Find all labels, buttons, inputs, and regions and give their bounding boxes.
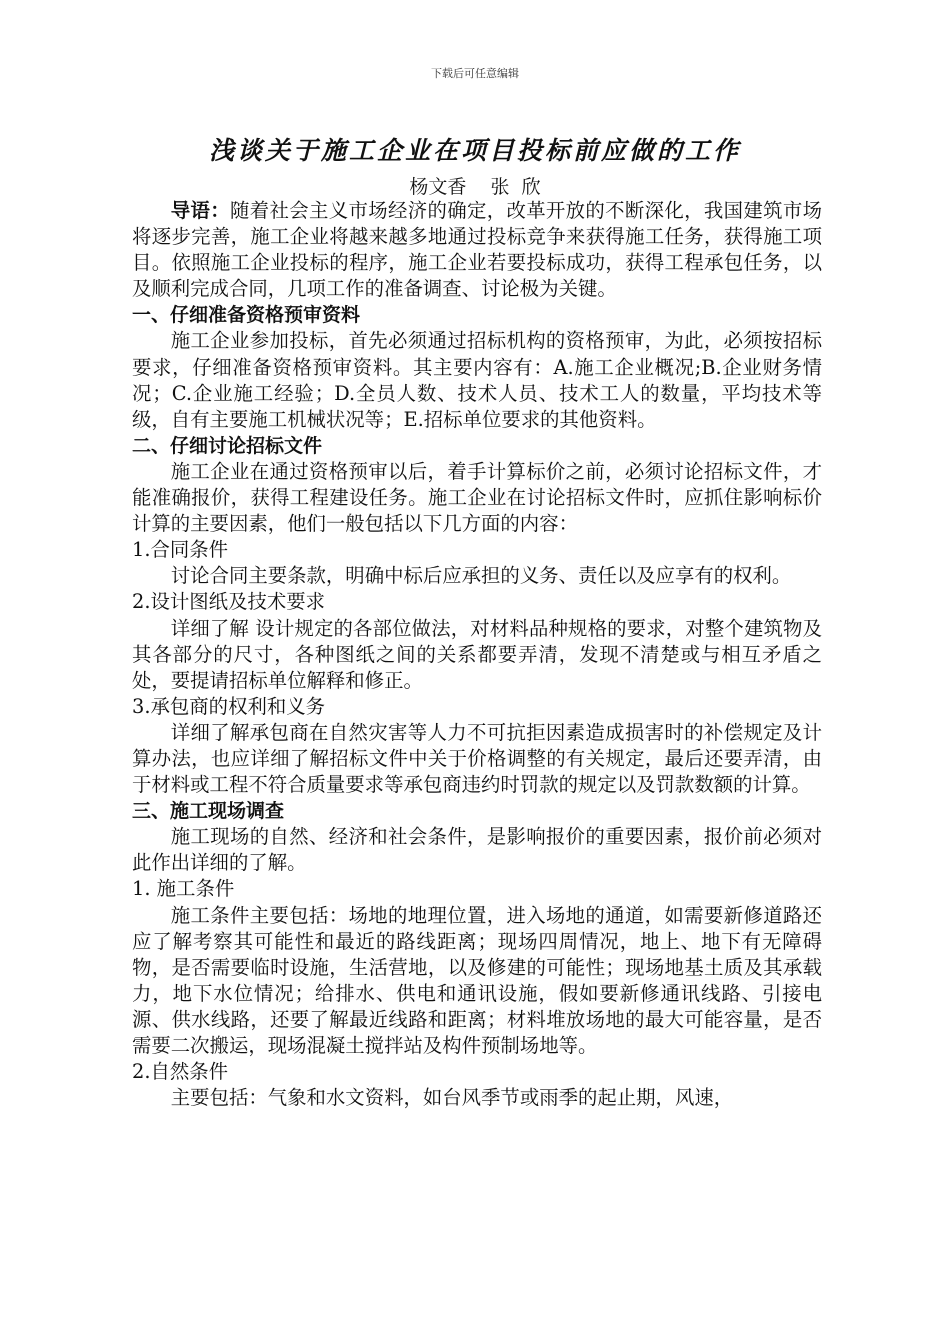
section-2-item-3-title: 3.承包商的权利和义务 (132, 694, 326, 718)
section-2-paragraph: 施工企业在通过资格预审以后，着手计算标价之前，必须讨论招标文件，才能准确报价，获得工程建设任务。施工企业在讨论招标文件时，应抓住影响标价计算的主要因素，他们一般包括以下几方面的内容： (132, 459, 822, 536)
intro-paragraph (132, 198, 822, 302)
section-heading-1: 一、仔细准备资格预审资料 (132, 304, 361, 327)
section-2-item-2-text: 详细了解 设计规定的各部位做法，对材料品种规格的要求，对整个建筑物及其各部分的尺寸，各种图纸之间的关系都要弄清，发现不清楚或与相互矛盾之处，要提请招标单位解释和修正。 (132, 616, 822, 692)
document-body (132, 198, 822, 1111)
document-title: 浅谈关于施工企业在项目投标前应做的工作 (208, 136, 741, 165)
section-3-item-1-text: 施工条件主要包括：场地的地理位置，进入场地的通道，如需要新修道路还应了解考察其可能性和最近的路线距离；现场四周情况，地上、地下有无障碍物，是否需要临时设施，生活营地，以及修建的可能性；现场地基土质及其承载力，地下水位情况；给排水、供电和通讯设施，假如要新修通讯线路、引接电源、供水线路，还要了解最近线路和距离；材料堆放场地的最大可能容量，是否需要二次搬运，现场混凝土搅拌站及构件预制场地等。 (132, 903, 822, 1057)
section-1-paragraph: 施工企业参加投标，首先必须通过招标机构的资格预审，为此，必须按招标要求，仔细准备资格预审资料。其主要内容有：A.施工企业概况;B.企业财务情况；C.企业施工经验；D.全员人数、技术人员、技术工人的数量，平均技术等级，自有主要施工机械状况等；E.招标单位要求的其他资料。 (132, 329, 822, 431)
section-3-paragraph: 施工现场的自然、经济和社会条件，是影响报价的重要因素，报价前必须对此作出详细的了解。 (132, 825, 822, 875)
section-2-item-1-text: 讨论合同主要条款，明确中标后应承担的义务、责任以及应享有的权利。 (170, 564, 792, 588)
section-3-item-2-text: 主要包括：气象和水文资料，如台风季节或雨季的起止期，风速， (170, 1086, 734, 1110)
header-note: 下载后可任意编辑 (431, 67, 519, 80)
intro-text: 随着社会主义市场经济的确定，改革开放的不断深化，我国建筑市场将逐步完善，施工企业将越来越多地通过投标竞争来获得施工任务，获得施工项目。依照施工企业投标的程序，施工企业若要投标成功，获得工程承包任务，以及顺利完成合同，几项工作的准备调查、讨论极为关键。 (132, 199, 823, 301)
intro-label: 导语： (170, 199, 231, 222)
section-2-item-1-title: 1.合同条件 (132, 538, 229, 562)
section-heading-2: 二、仔细讨论招标文件 (132, 434, 323, 457)
section-3-item-1-title: 1. 施工条件 (132, 877, 235, 901)
section-2-item-3-text: 详细了解承包商在自然灾害等人力不可抗拒因素造成损害时的补偿规定及计算办法，也应详细了解招标文件中关于价格调整的有关规定，最后还要弄清，由于材料或工程不符合质量要求等承包商违约时罚款的规定以及罚款数额的计算。 (132, 720, 822, 797)
authors-line: 杨文香 张 欣 (409, 176, 541, 198)
section-2-item-2-title: 2.设计图纸及技术要求 (132, 590, 326, 614)
section-3-item-2-title: 2.自然条件 (132, 1060, 229, 1084)
section-heading-3: 三、施工现场调查 (132, 800, 285, 823)
